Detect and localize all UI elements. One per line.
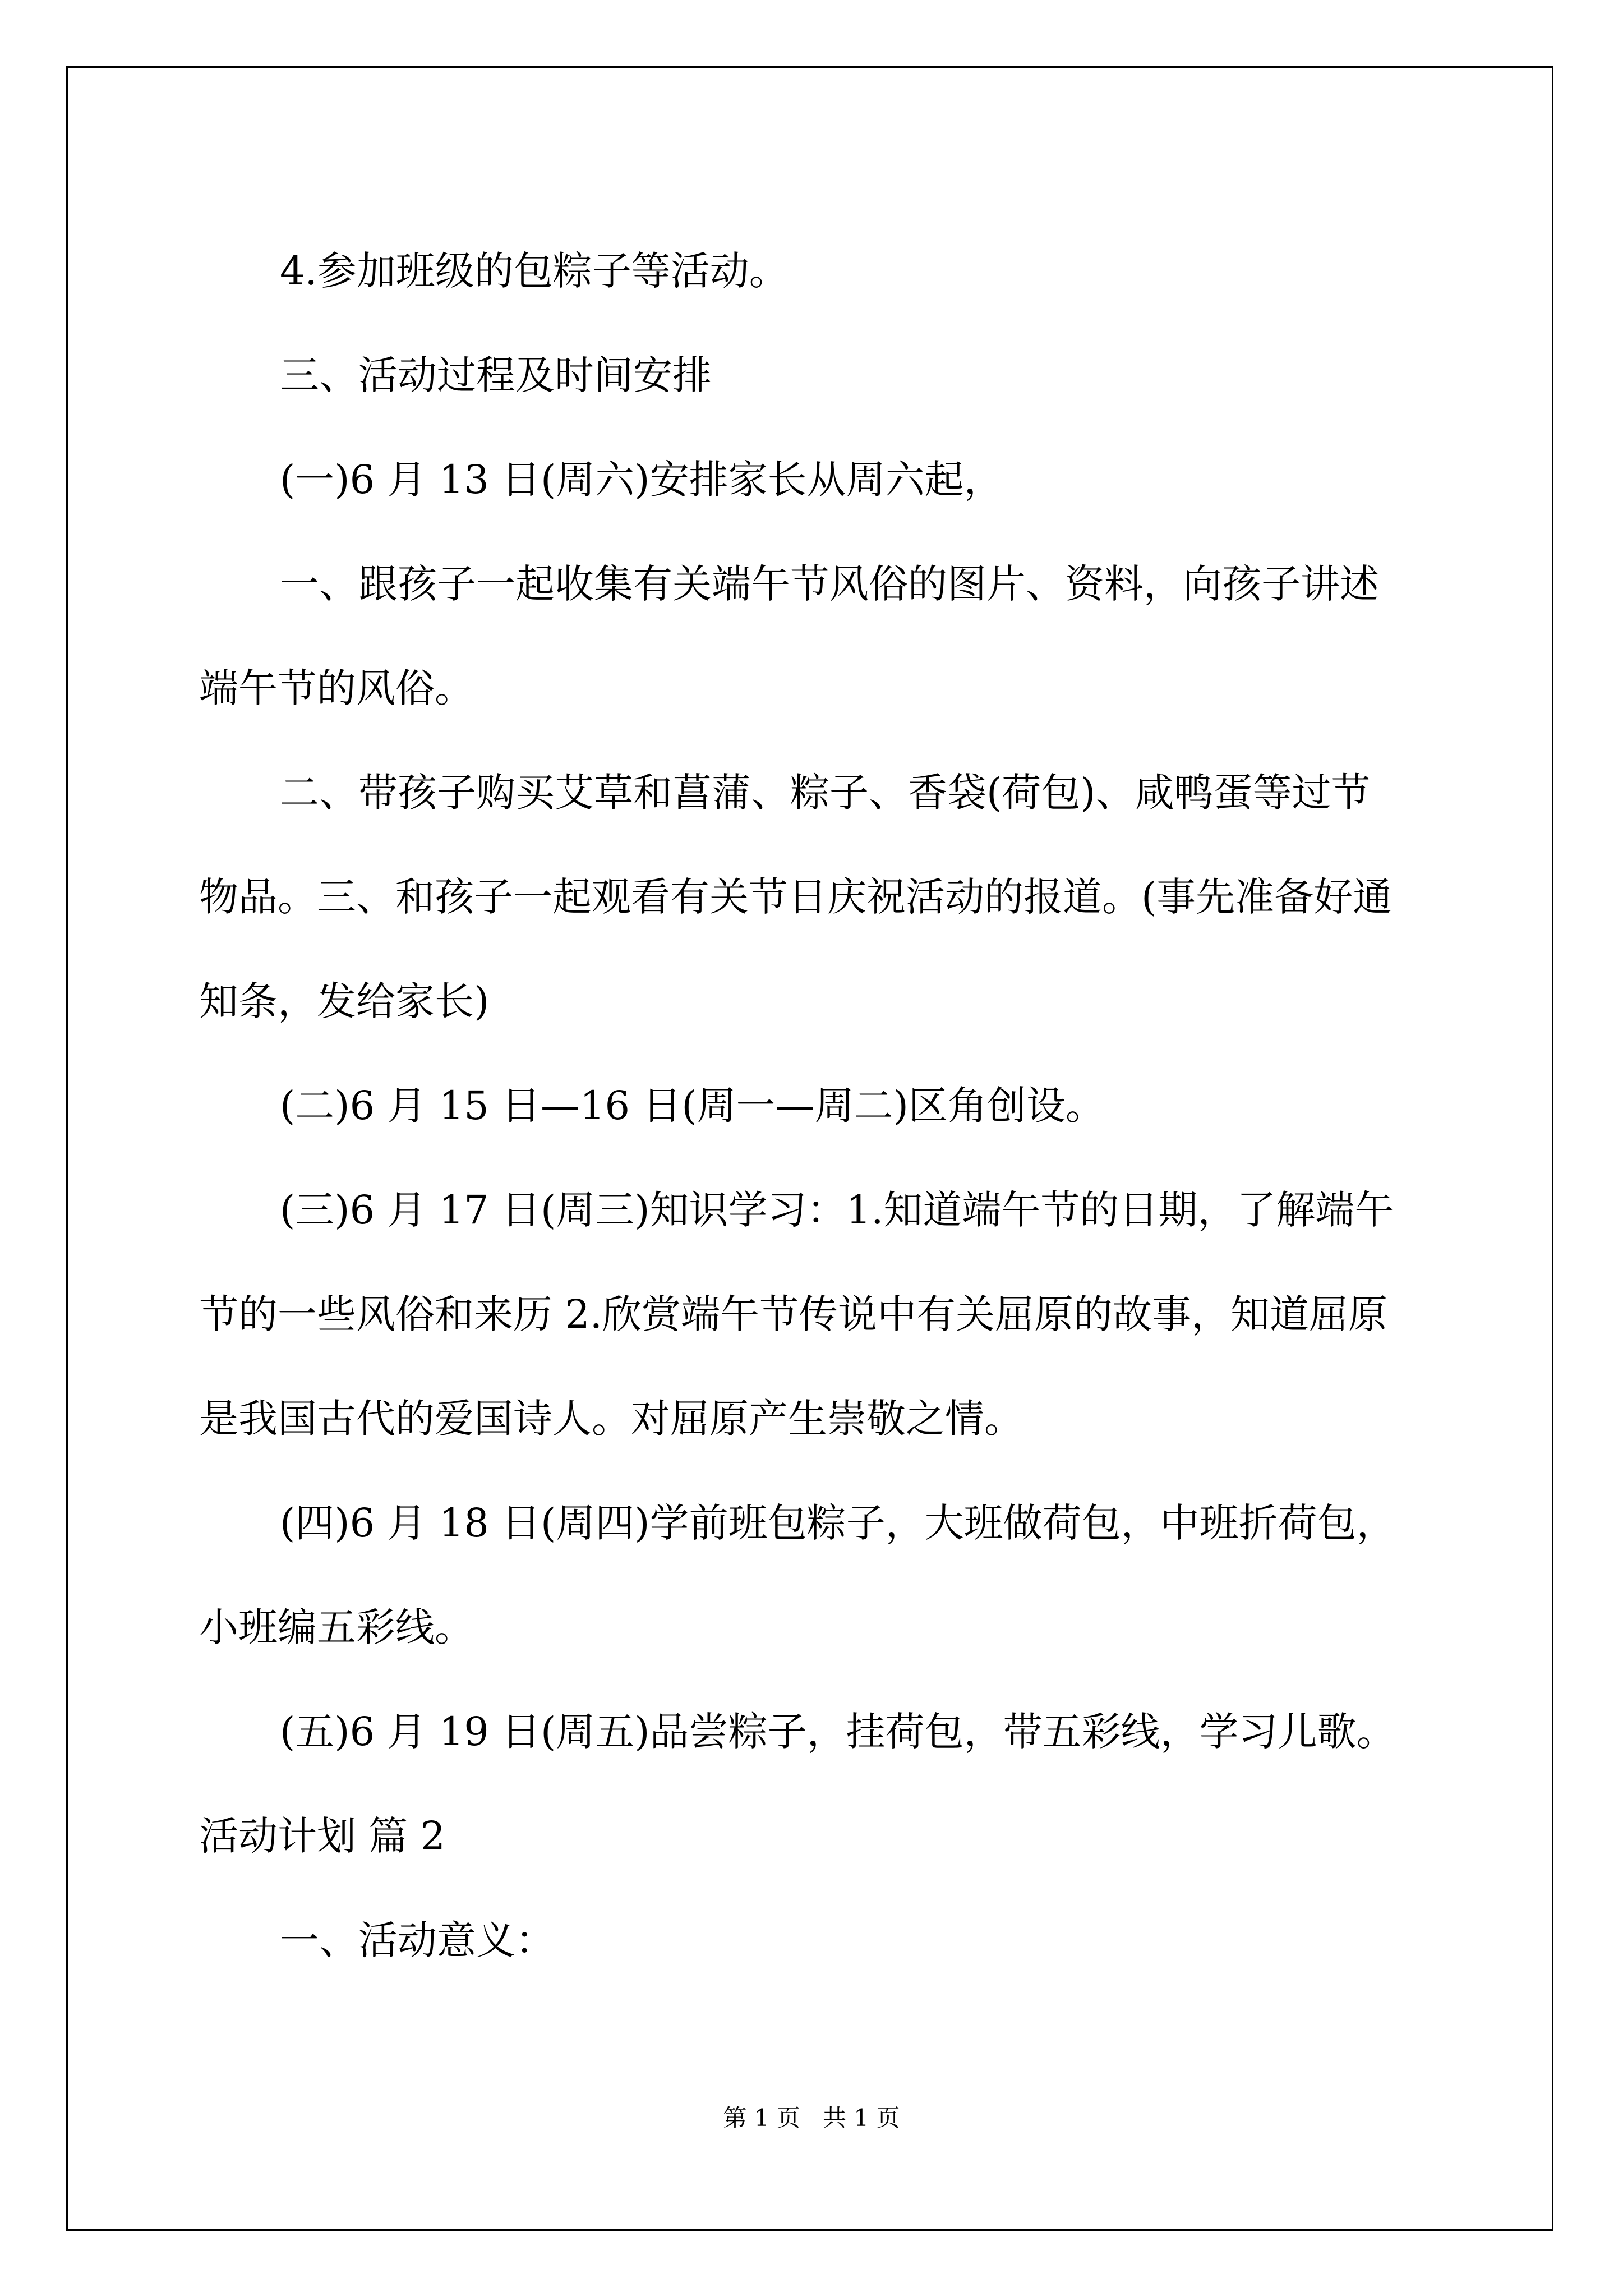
paragraph-line: 一、跟孩子一起收集有关端午节风俗的图片、资料，向孩子讲述 bbox=[280, 561, 1379, 607]
schedule-item-1: (一)6 月 13 日(周六)安排家长从周六起， bbox=[280, 457, 1003, 503]
paragraph-line: 节的一些风俗和来历 2.欣赏端午节传说中有关屈原的故事，知道屈原 bbox=[199, 1291, 1388, 1337]
schedule-item-4: (四)6 月 18 日(周四)学前班包粽子，大班做荷包，中班折荷包， bbox=[280, 1500, 1396, 1546]
paragraph-line: 是我国古代的爱国诗人。对屈原产生崇敬之情。 bbox=[199, 1396, 1023, 1442]
document-body bbox=[199, 219, 1433, 1993]
schedule-item-2: (二)6 月 15 日—16 日(周一—周二)区角创设。 bbox=[280, 1083, 1105, 1129]
schedule-item-5: (五)6 月 19 日(周五)品尝粽子，挂荷包，带五彩线，学习儿歌。 bbox=[280, 1709, 1396, 1755]
page-number-footer: 第 1 页 共 1 页 bbox=[723, 2104, 900, 2132]
section-heading-1: 一、活动意义： bbox=[280, 1917, 555, 1963]
paragraph-line: 知条，发给家长) bbox=[199, 978, 490, 1024]
paragraph-line: 小班编五彩线。 bbox=[199, 1604, 474, 1650]
paragraph-line: 端午节的风俗。 bbox=[199, 665, 474, 711]
paragraph-line: 物品。三、和孩子一起观看有关节日庆祝活动的报道。(事先准备好通 bbox=[199, 874, 1393, 920]
section-title: 活动计划 篇 2 bbox=[199, 1813, 446, 1859]
paragraph-line: 二、带孩子购买艾草和菖蒲、粽子、香袋(荷包)、咸鸭蛋等过节 bbox=[280, 770, 1371, 816]
schedule-item-3: (三)6 月 17 日(周三)知识学习：1.知道端午节的日期，了解端午 bbox=[280, 1187, 1394, 1233]
section-heading-3: 三、活动过程及时间安排 bbox=[280, 352, 712, 398]
list-item-4: 4.参加班级的包粽子等活动。 bbox=[280, 248, 789, 294]
